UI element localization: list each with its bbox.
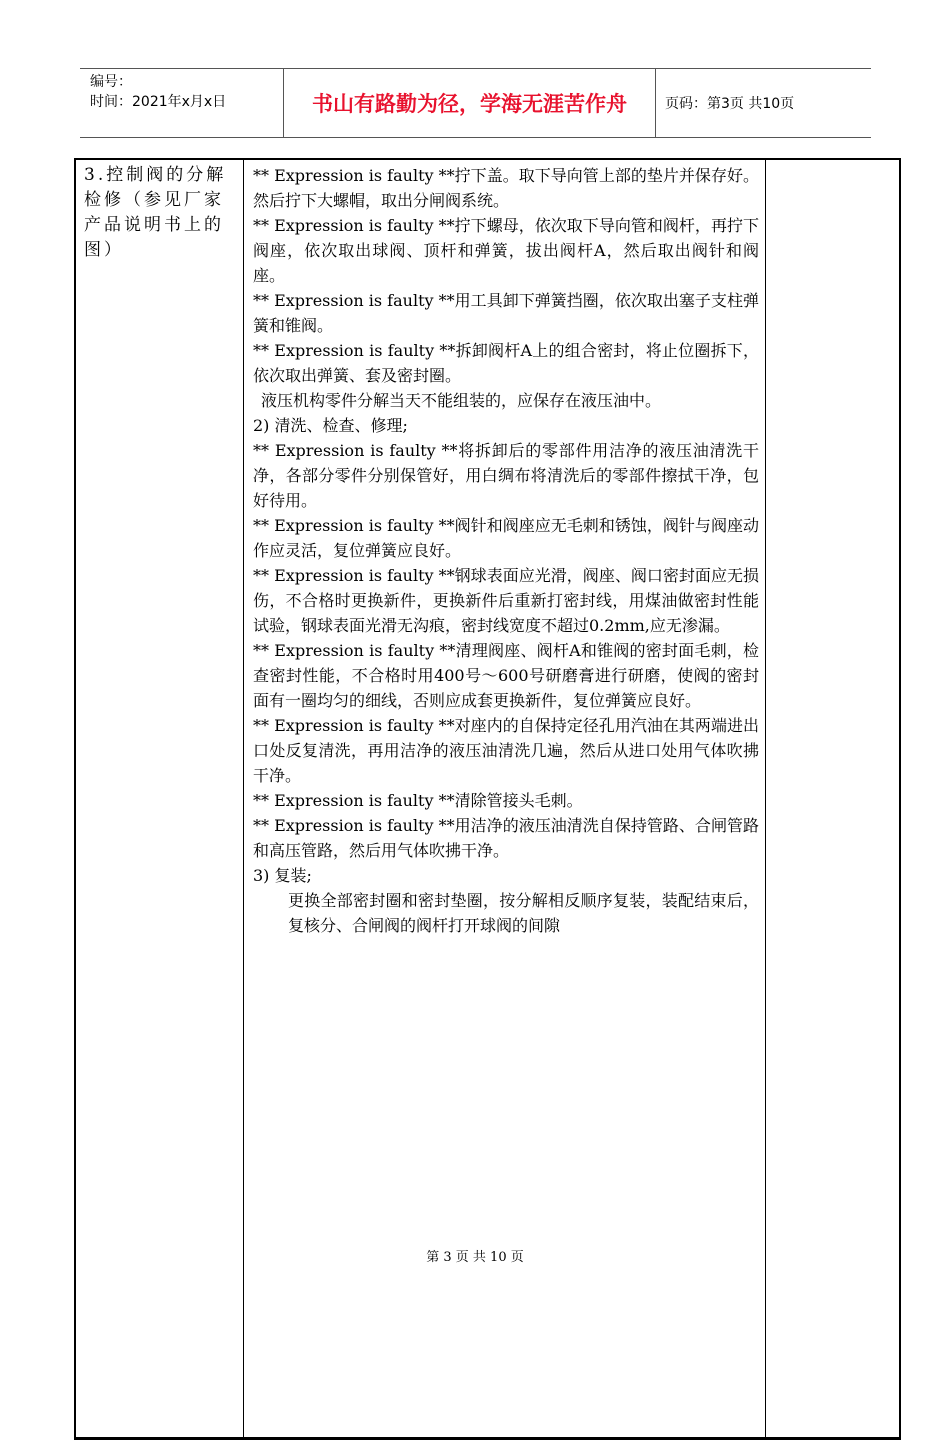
page-footer: 第 3 页 共 10 页 xyxy=(426,1250,524,1265)
header-page-info: 页码：第3页 共10页 xyxy=(665,96,795,112)
content-line: ** Expression is faulty **拆卸阀杆A上的组合密封，将止位圈拆下，依次取出弹簧、套及密封圈。 xyxy=(253,341,759,385)
content-line: ** Expression is faulty **用洁净的液压油清洗自保持管路、合闸管路和高压管路，然后用气体吹拂干净。 xyxy=(253,816,759,860)
content-line: ** Expression is faulty **拧下盖。取下导向管上部的垫片并保存好。然后拧下大螺帽，取出分闸阀系统。 xyxy=(253,166,759,210)
header-motto-cell xyxy=(283,69,656,137)
content-line: ** Expression is faulty **阀针和阀座应无毛刺和锈蚀，阀针与阀座动作应灵活，复位弹簧应良好。 xyxy=(253,516,759,560)
document-time-label: 时间：2021年x月x日 xyxy=(90,94,227,110)
document-code-label: 编号： xyxy=(90,74,132,90)
header-motto: 书山有路勤为径，学海无涯苦作舟 xyxy=(312,92,627,116)
content-line: 更换全部密封圈和密封垫圈，按分解相反顺序复装，装配结束后，复核分、合闸阀的阀杆打开球阀的间隙 xyxy=(288,891,759,935)
content-line: ** Expression is faulty **钢球表面应光滑，阀座、阀口密封面应无损伤，不合格时更换新件，更换新件后重新打密封线，用煤油做密封性能试验，钢球表面光滑无沟痕，密封线宽度不超过0.2mm,应无渗漏。 xyxy=(253,566,759,635)
content-subheading: 3) 复装; xyxy=(253,866,312,885)
step-title: 3.控制阀的分解检修（参见厂家产品说明书上的图） xyxy=(84,165,227,260)
content-line: ** Expression is faulty **清理阀座、阀杆A和锥阀的密封面毛刺，检查密封性能，不合格时用400号～600号研磨膏进行研磨，使阀的密封面有一圈均匀的细线，否则应成套更换新件，复位弹簧应良好。 xyxy=(253,641,759,710)
header-page-cell xyxy=(655,69,871,137)
content-line: ** Expression is faulty **拧下螺母，依次取下导向管和阀杆，再拧下阀座，依次取出球阀、顶杆和弹簧，拔出阀杆A，然后取出阀针和阀座。 xyxy=(253,216,759,285)
content-line: ** Expression is faulty **对座内的自保持定径孔用汽油在其两端进出口处反复清洗，再用洁净的液压油清洗几遍，然后从进口处用气体吹拂干净。 xyxy=(253,716,759,785)
document-header xyxy=(80,68,871,138)
content-line: ** Expression is faulty **清除管接头毛刺。 xyxy=(253,791,583,810)
header-meta-cell xyxy=(80,69,283,137)
content-subheading: 2) 清洗、检查、修理; xyxy=(253,416,408,435)
content-note: 液压机构零件分解当天不能组装的，应保存在液压油中。 xyxy=(261,391,662,410)
content-line: ** Expression is faulty **将拆卸后的零部件用洁净的液压油清洗干净，各部分零件分别保管好，用白绸布将清洗后的零部件擦拭干净，包好待用。 xyxy=(253,441,759,510)
content-line: ** Expression is faulty **用工具卸下弹簧挡圈，依次取出塞子支柱弹簧和锥阀。 xyxy=(253,291,759,335)
